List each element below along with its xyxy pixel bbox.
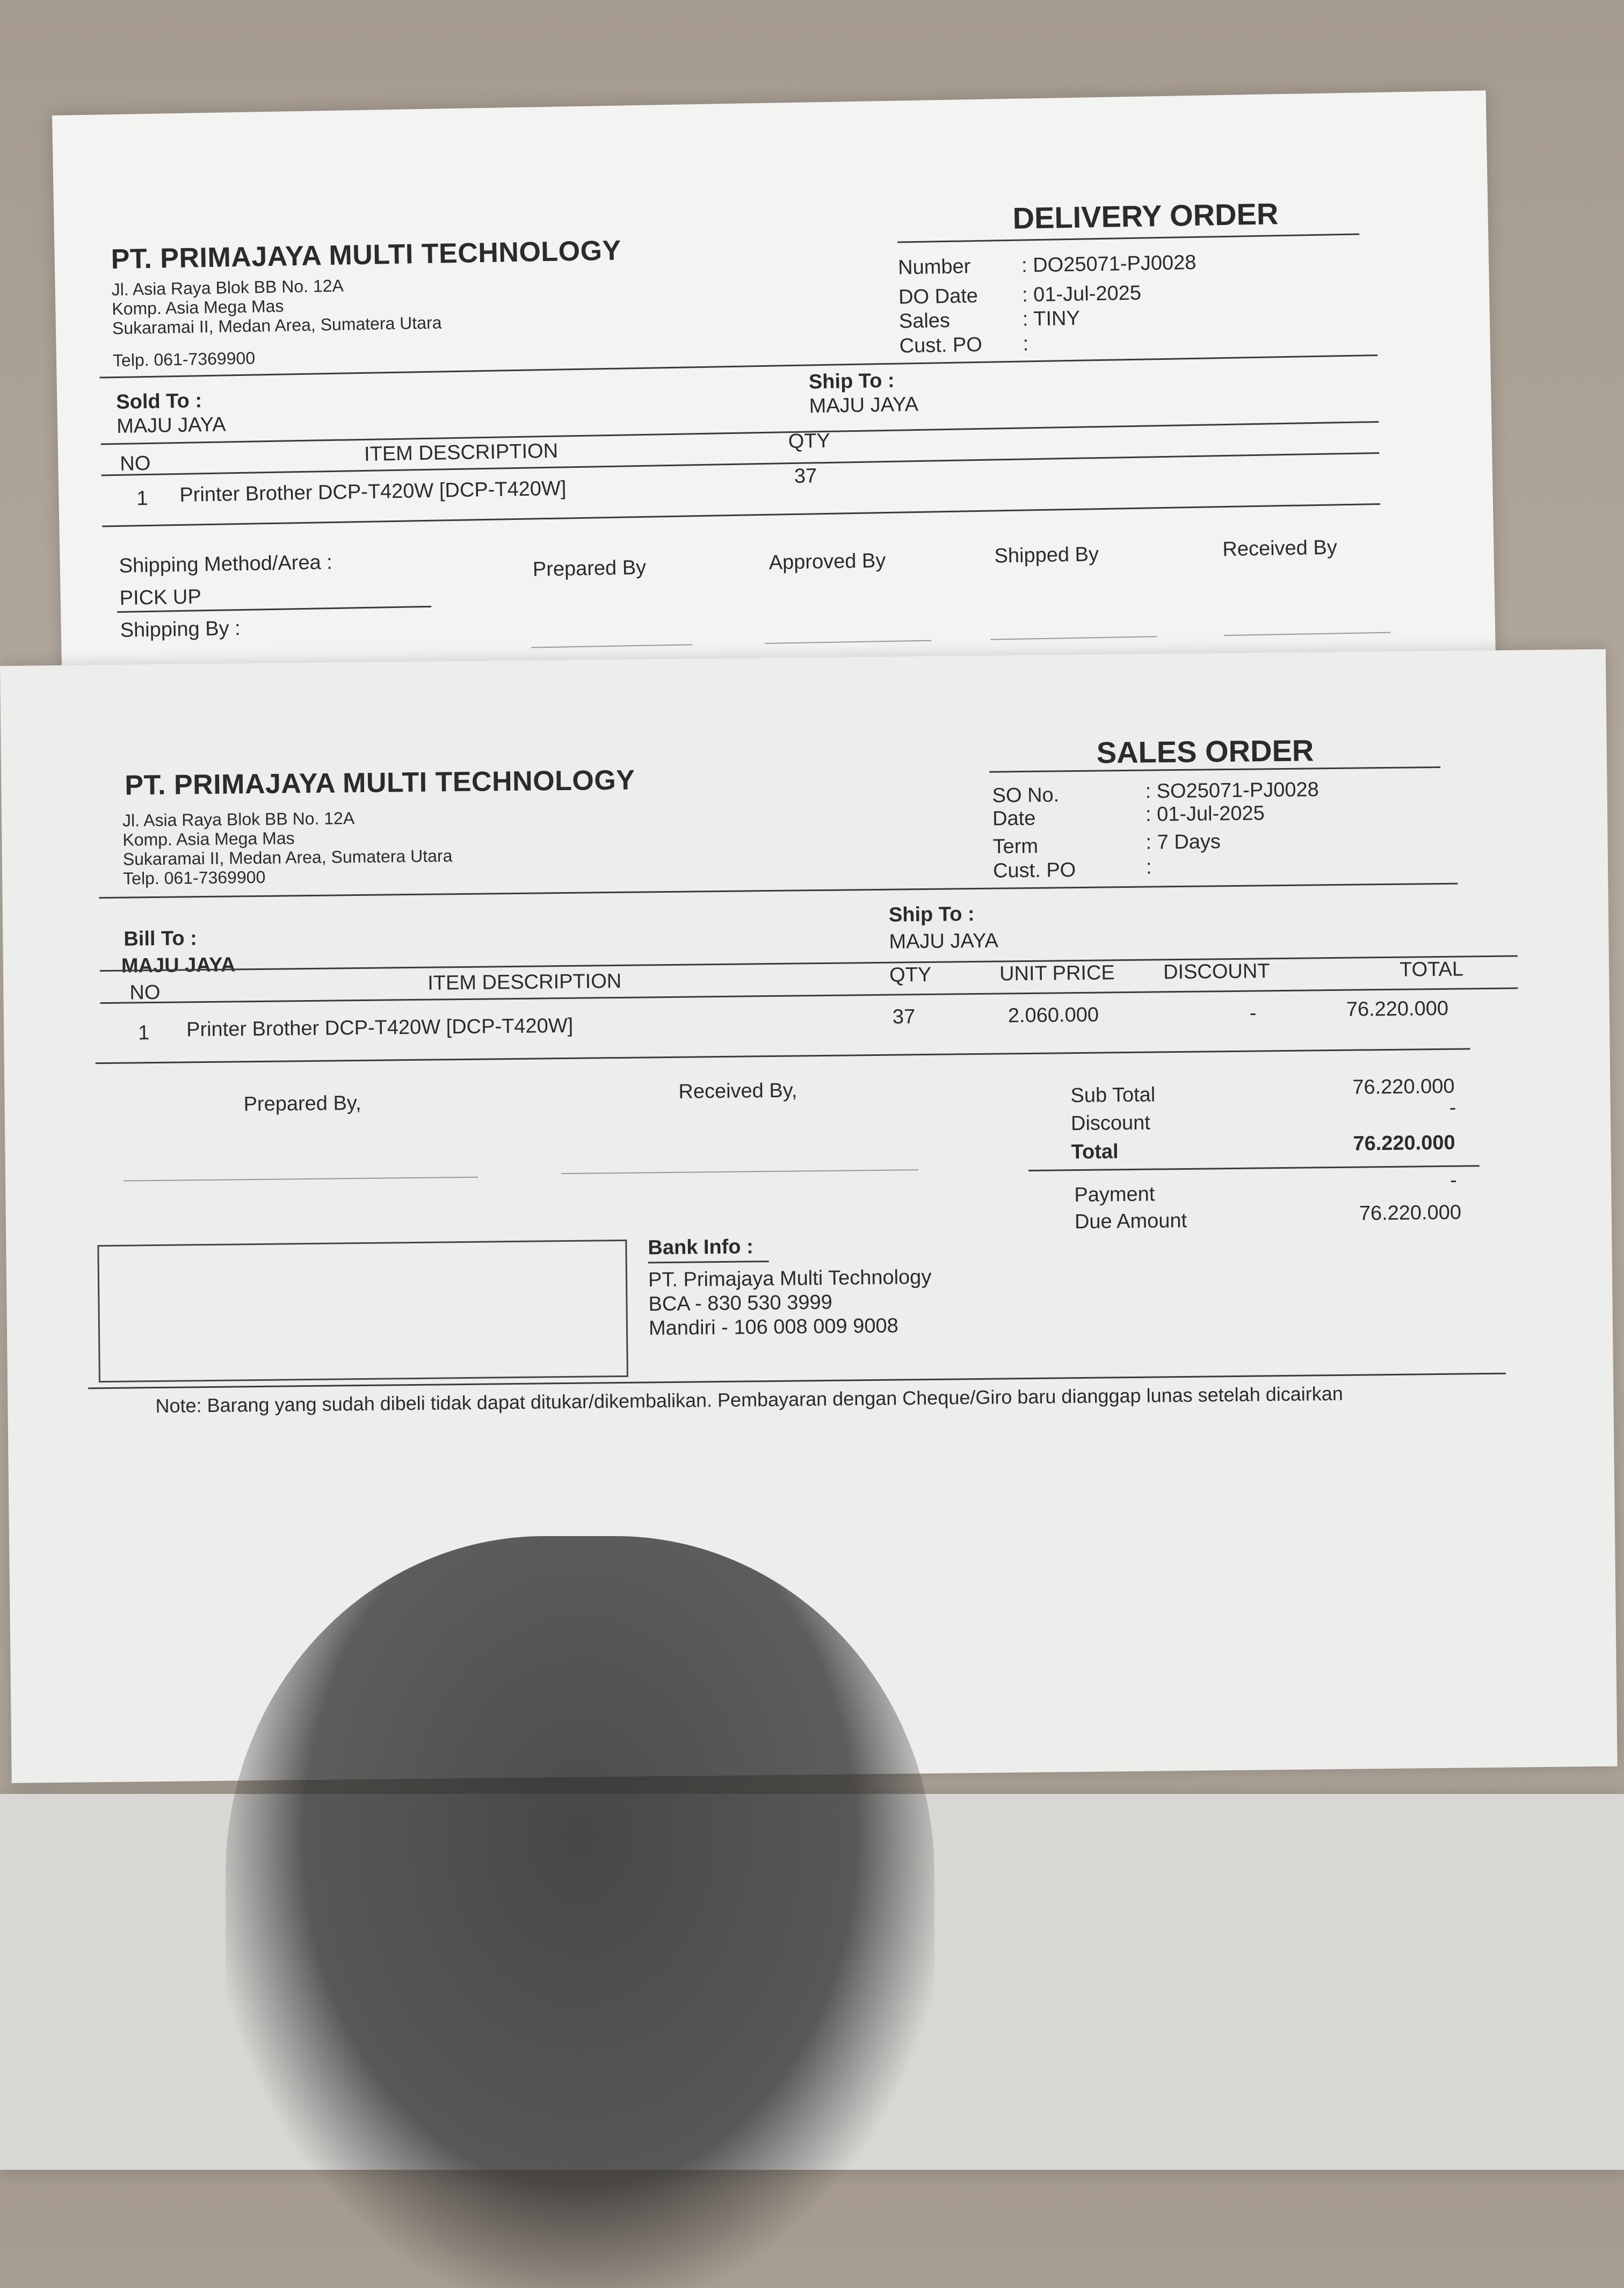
bank-info-bca: BCA - 830 530 3999 (648, 1291, 832, 1316)
subtotal-label: Sub Total (1070, 1083, 1156, 1107)
title-underline (897, 234, 1359, 243)
approved-by-label: Approved By (769, 549, 886, 574)
due-amount-value: 76.220.000 (1359, 1201, 1462, 1225)
term-label: Term (992, 835, 1039, 858)
header-divider (100, 354, 1378, 379)
shipped-by-label: Shipped By (994, 543, 1099, 568)
do-date-value: : 01-Jul-2025 (1021, 281, 1142, 307)
payment-value: - (1449, 1169, 1458, 1192)
row-total: 76.220.000 (1346, 997, 1449, 1021)
row-no: 1 (137, 1022, 150, 1045)
table-top-line (100, 955, 1518, 972)
col-unit-price: UNIT PRICE (999, 961, 1115, 986)
prepared-signature-line (124, 1177, 478, 1182)
company-address-1: Jl. Asia Raya Blok BB No. 12A (111, 276, 344, 300)
bill-to-label: Bill To : (124, 927, 198, 951)
received-by-label: Received By (1222, 536, 1338, 561)
date-label: Date (992, 807, 1036, 830)
company-address-3: Sukaramai II, Medan Area, Sumatera Utara (112, 313, 442, 338)
row-description: Printer Brother DCP-T420W [DCP-T420W] (179, 477, 567, 506)
document-title: DELIVERY ORDER (1012, 197, 1279, 235)
document-title: SALES ORDER (1096, 733, 1314, 770)
due-amount-label: Due Amount (1074, 1209, 1187, 1234)
do-date-label: DO Date (898, 284, 978, 309)
received-signature-line (561, 1169, 918, 1174)
received-by-label: Received By, (678, 1079, 798, 1103)
table-top-line (101, 421, 1379, 445)
discount-label: Discount (1070, 1111, 1151, 1135)
col-no: NO (129, 981, 161, 1004)
delivery-order-sheet (52, 90, 1497, 733)
so-no-label: SO No. (992, 784, 1060, 807)
ship-to-label: Ship To : (808, 369, 895, 394)
shipping-method-value: PICK UP (119, 585, 202, 610)
total-label: Total (1071, 1140, 1119, 1164)
prepared-by-label: Prepared By (532, 556, 647, 581)
hand-shadow (226, 1536, 934, 2288)
row-qty: 37 (892, 1005, 916, 1029)
bank-info-company: PT. Primajaya Multi Technology (648, 1265, 932, 1292)
received-signature-line (1224, 632, 1390, 636)
col-no: NO (119, 452, 151, 475)
col-item-description: ITEM DESCRIPTION (427, 969, 622, 995)
date-value: : 01-Jul-2025 (1145, 802, 1265, 826)
company-name: PT. PRIMAJAYA MULTI TECHNOLOGY (125, 764, 635, 801)
table-bottom-line (96, 1048, 1470, 1064)
row-discount: - (1249, 1002, 1257, 1025)
bank-info-mandiri: Mandiri - 106 008 009 9008 (648, 1314, 898, 1340)
number-label: Number (897, 255, 971, 279)
term-value: : 7 Days (1146, 830, 1221, 854)
company-phone: Telp. 061-7369900 (112, 348, 256, 371)
row-unit-price: 2.060.000 (1007, 1003, 1099, 1027)
company-name: PT. PRIMAJAYA MULTI TECHNOLOGY (111, 235, 622, 276)
table-header-line (102, 452, 1380, 476)
cust-po-label: Cust. PO (992, 859, 1076, 882)
col-item-description: ITEM DESCRIPTION (364, 439, 559, 466)
bank-info-underline (648, 1261, 769, 1263)
number-value: : DO25071-PJ0028 (1021, 251, 1197, 277)
row-no: 1 (136, 487, 148, 510)
col-qty: QTY (788, 429, 831, 453)
bill-to-value: MAJU JAYA (121, 953, 236, 978)
subtotal-value: 76.220.000 (1352, 1075, 1455, 1099)
company-address-1: Jl. Asia Raya Blok BB No. 12A (122, 808, 355, 830)
company-address-2: Komp. Asia Mega Mas (122, 828, 295, 850)
company-address-3: Sukaramai II, Medan Area, Sumatera Utara (122, 846, 453, 869)
sold-to-value: MAJU JAYA (116, 413, 226, 438)
company-address-2: Komp. Asia Mega Mas (111, 296, 284, 319)
sales-label: Sales (898, 309, 951, 333)
col-discount: DISCOUNT (1163, 960, 1270, 984)
ship-to-label: Ship To : (888, 903, 975, 926)
row-description: Printer Brother DCP-T420W [DCP-T420W] (186, 1014, 574, 1041)
col-total: TOTAL (1399, 958, 1464, 981)
shipping-method-label: Shipping Method/Area : (119, 551, 333, 577)
ship-to-value: MAJU JAYA (889, 929, 999, 953)
table-bottom-line (102, 503, 1380, 527)
footer-note: Note: Barang yang sudah dibeli tidak dapat ditukar/dikembalikan. Pembayaran dengan Cheque/Giro baru dianggap lunas setelah dicairkan (155, 1382, 1343, 1417)
ship-to-value: MAJU JAYA (809, 393, 919, 418)
shipped-signature-line (990, 636, 1157, 640)
stamp-box (97, 1240, 628, 1382)
table-header-line (100, 987, 1518, 1004)
sales-value: : TINY (1022, 307, 1081, 331)
payment-label: Payment (1074, 1183, 1155, 1207)
shipping-by-label: Shipping By : (120, 617, 241, 642)
bank-info-title: Bank Info : (648, 1235, 753, 1259)
discount-value: - (1449, 1096, 1456, 1119)
row-qty: 37 (794, 465, 817, 488)
sold-to-label: Sold To : (115, 389, 202, 414)
header-divider (99, 883, 1458, 899)
approved-signature-line (765, 640, 931, 644)
cust-po-value: : (1146, 856, 1152, 879)
cust-po-label: Cust. PO (899, 333, 983, 358)
prepared-by-label: Prepared By, (243, 1092, 361, 1116)
so-no-value: : SO25071-PJ0028 (1145, 778, 1320, 803)
total-value: 76.220.000 (1353, 1131, 1455, 1155)
company-phone: Telp. 061-7369900 (122, 867, 266, 888)
col-qty: QTY (889, 963, 932, 987)
prepared-signature-line (531, 644, 692, 648)
cust-po-value: : (1023, 332, 1029, 356)
total-underline (1028, 1165, 1480, 1171)
